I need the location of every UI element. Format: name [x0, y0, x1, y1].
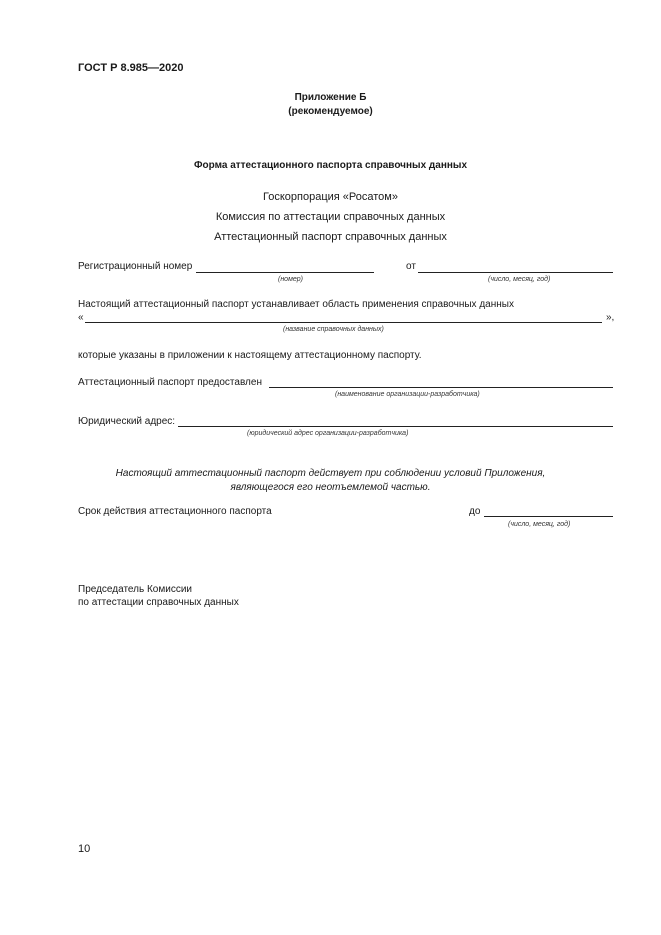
- term-date-caption: (число, месяц, год): [508, 521, 571, 528]
- organization-name: Госкорпорация «Росатом»: [263, 191, 398, 203]
- signature-line2: по аттестации справочных данных: [78, 597, 239, 608]
- legal-address-field[interactable]: [178, 426, 613, 427]
- address-label: Юридический адрес:: [78, 416, 176, 427]
- reg-number-field[interactable]: [196, 272, 374, 273]
- form-title: Форма аттестационного паспорта справочных данных: [193, 160, 468, 171]
- page-number: 10: [78, 843, 91, 855]
- reg-date-caption: (число, месяц, год): [488, 276, 551, 283]
- reg-date-label: от: [406, 261, 416, 272]
- term-to-label: до: [469, 506, 481, 517]
- open-quote: «: [78, 312, 84, 323]
- reg-date-field[interactable]: [418, 272, 613, 273]
- scope-followup: которые указаны в приложении к настоящему аттестационному паспорту.: [78, 350, 422, 361]
- signature-line1: Председатель Комиссии: [78, 584, 192, 595]
- term-date-field[interactable]: [484, 516, 613, 517]
- validity-note-line2: являющегося его неотъемлемой частью.: [230, 482, 431, 493]
- developer-org-field[interactable]: [269, 387, 613, 388]
- close-quote: »,: [606, 312, 615, 323]
- data-name-field[interactable]: [85, 322, 602, 323]
- scope-text: Настоящий аттестационный паспорт устанавливает область применения справочных данных: [78, 299, 514, 310]
- appendix-title: Приложение Б: [294, 92, 367, 103]
- developer-org-caption: (наименование организации-разработчика): [335, 391, 480, 398]
- validity-note-line1: Настоящий аттестационный паспорт действует при соблюдении условий Приложения,: [115, 468, 546, 479]
- provided-label: Аттестационный паспорт предоставлен: [78, 377, 262, 388]
- document-name: Аттестационный паспорт справочных данных: [214, 231, 447, 243]
- standard-code: ГОСТ Р 8.985—2020: [78, 62, 184, 74]
- data-name-caption: (название справочных данных): [283, 326, 384, 333]
- reg-number-caption: (номер): [278, 276, 303, 283]
- reg-number-label: Регистрационный номер: [78, 261, 193, 272]
- legal-address-caption: (юридический адрес организации-разработчика): [247, 430, 409, 437]
- appendix-subtitle: (рекомендуемое): [288, 106, 373, 117]
- commission-name: Комиссия по аттестации справочных данных: [215, 211, 446, 223]
- term-label: Срок действия аттестационного паспорта: [78, 506, 272, 517]
